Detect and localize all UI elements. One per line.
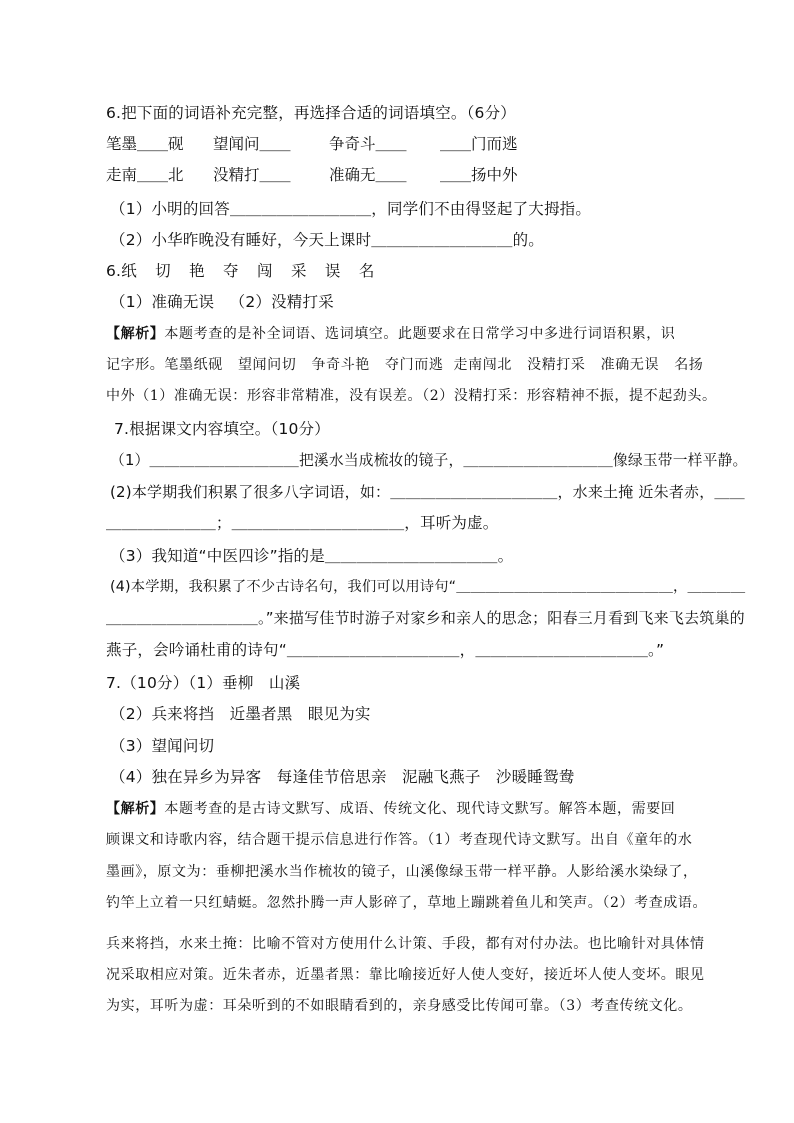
q6-word-7: 准确无＿＿: [329, 166, 407, 184]
q6-sub-1: （1）小明的回答＿＿＿＿＿＿＿＿＿，同学们不由得竖起了大拇指。: [110, 200, 592, 218]
a7-explanation-line-4: 钓竿上立着一只红蜻蜓。忽然扑腾一声人影碎了，草地上蹦跳着鱼儿和笑声。（2）考查成语。: [106, 895, 708, 911]
q7-line-1: （1）＿＿＿＿＿＿＿＿＿＿把溪水当成梳妆的镜子，＿＿＿＿＿＿＿＿＿＿像绿玉带一样平静。: [110, 452, 748, 469]
a6-answer: （1）准确无误 （2）没精打采: [110, 293, 334, 311]
a7-line-4: （4）独在异乡为异客 每逢佳节倍思亲 泥融飞燕子 沙暖睡鸳鸯: [110, 768, 575, 786]
q6-word-8: ＿＿扬中外: [440, 166, 518, 184]
q6-word-4: ＿＿门而逃: [440, 135, 518, 153]
q7-line-6: ＿＿＿＿＿＿＿＿＿＿。”来描写佳节时游子对家乡和亲人的思念；阳春三月看到飞来飞去筑巢的: [106, 609, 745, 627]
a7-line-2: （2）兵来将挡 近墨者黑 眼见为实: [110, 705, 371, 723]
q6-sub-2: （2）小华昨晚没有睡好，今天上课时＿＿＿＿＿＿＿＿＿的。: [110, 231, 544, 249]
a6-explanation-line-3: 中外（1）准确无误：形容非常精准，没有误差。（2）没精打采：形容精神不振，提不起劲头。: [106, 388, 717, 404]
a7-explanation-line-2: 顾课文和诗歌内容，结合题干提示信息进行作答。（1）考查现代诗文默写。出自《童年的水: [106, 832, 693, 848]
a7-explanation-line-5: 兵来将挡，水来土掩：比喻不管对方使用什么计策、手段，都有对付办法。也比喻针对具体情: [106, 936, 705, 952]
a7-explanation-line-7: 为实，耳听为虚：耳朵听到的不如眼睛看到的，亲身感受比传闻可靠。（3）考查传统文化。: [106, 998, 693, 1014]
q6-word-6: 没精打＿＿: [213, 166, 291, 184]
q6-word-5: 走南＿＿北: [106, 166, 184, 184]
a7-line-1: 7.（10分）（1）垂柳 山溪: [106, 674, 301, 692]
a6-explanation-line-1: 【解析】本题考查的是补全词语、选词填空。此题要求在日常学习中多进行词语积累，识: [106, 326, 676, 342]
explanation-label: 【解析】: [106, 326, 165, 342]
a7-explanation-line-1: 【解析】本题考查的是古诗文默写、成语、传统文化、现代诗文默写。解答本题，需要回: [106, 801, 676, 817]
q7-line-2: (2)本学期我们积累了很多八字词语，如：＿＿＿＿＿＿＿＿＿＿＿，水来土掩 近朱者赤，＿＿: [110, 483, 745, 501]
q6-word-3: 争奇斗＿＿: [329, 135, 407, 153]
q7-line-7: 燕子，会吟诵杜甫的诗句“＿＿＿＿＿＿＿＿＿＿＿，＿＿＿＿＿＿＿＿＿＿＿。”: [106, 641, 665, 659]
q7-line-5: (4)本学期，我积累了不少古诗名句，我们可以用诗句“＿＿＿＿＿＿＿＿＿＿＿＿＿＿＿，＿＿＿＿: [110, 579, 746, 595]
a7-explanation-line-6: 况采取相应对策。近朱者赤，近墨者黑：靠比喻接近好人使人变好，接近坏人使人变坏。眼见: [106, 967, 705, 983]
a6-chars: 6.纸 切 艳 夺 闯 采 误 名: [106, 262, 375, 280]
a7-explanation-line-3: 墨画》，原文为：垂柳把溪水当作梳妆的镜子，山溪像绿玉带一样平静。人影给溪水染绿了，: [106, 864, 698, 880]
q7-line-4: （3）我知道“中医四诊”指的是＿＿＿＿＿＿＿＿＿＿＿。: [110, 547, 514, 565]
question-6-title: 6.把下面的词语补充完整，再选择合适的词语填空。（6分）: [106, 104, 517, 122]
q6-word-1: 笔墨＿＿砚: [106, 135, 184, 153]
a7-line-3: （3）望闻问切: [110, 737, 215, 755]
q6-word-2: 望闻问＿＿: [213, 135, 291, 153]
a6-explanation-line-2: 记字形。笔墨纸砚 望闻问切 争奇斗艳 夺门而逃 走南闯北 没精打采 准确无误 名扬: [106, 357, 704, 373]
question-7-title: 7.根据课文内容填空。（10分）: [114, 420, 330, 438]
q7-line-3: ＿＿＿＿＿＿＿；＿＿＿＿＿＿＿＿＿＿＿，耳听为虚。: [106, 514, 499, 532]
explanation-label: 【解析】: [106, 801, 165, 817]
